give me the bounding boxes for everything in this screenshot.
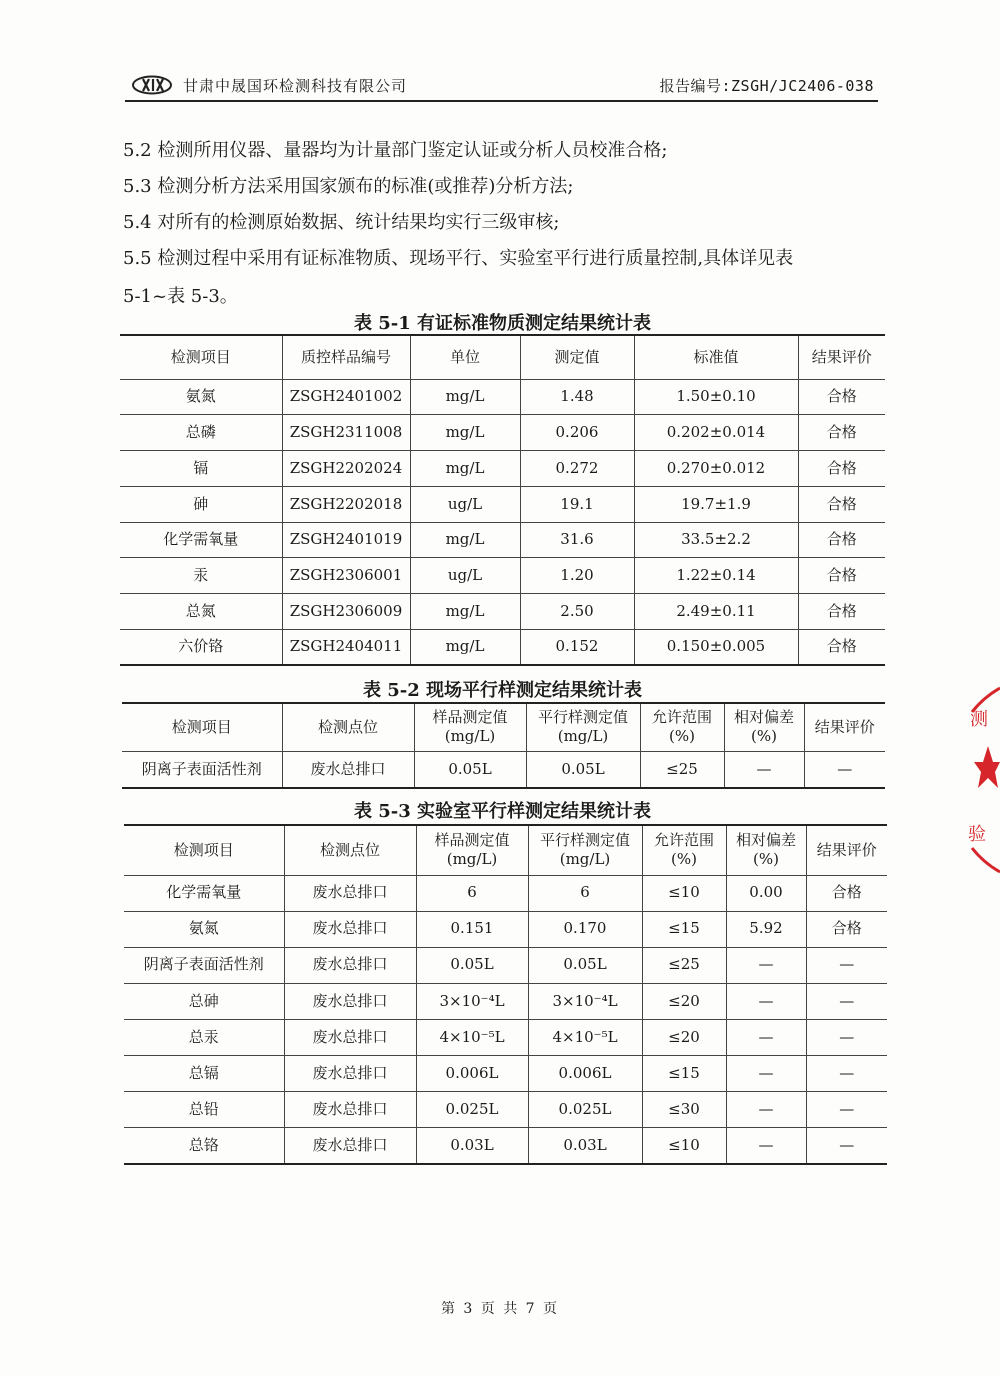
- table-cell: ≤15: [642, 911, 726, 947]
- column-header: 检测项目: [122, 703, 282, 751]
- table-cell: 合格: [798, 486, 885, 522]
- table-cell: 0.272: [520, 451, 634, 487]
- column-header: 检测项目: [124, 825, 284, 875]
- table-cell: 0.270±0.012: [634, 451, 798, 487]
- table-cell: mg/L: [410, 522, 520, 558]
- table-cell: —: [806, 1092, 887, 1128]
- table-cell: ug/L: [410, 558, 520, 594]
- table-cell: 0.170: [528, 911, 642, 947]
- table-row: [124, 1019, 887, 1055]
- table-row: [120, 594, 885, 630]
- column-header: 平行样测定值(mg/L): [526, 703, 640, 751]
- table-cell: 六价铬: [120, 630, 282, 666]
- column-header: 结果评价: [804, 703, 885, 751]
- report-number: 报告编号:ZSGH/JC2406-038: [659, 77, 874, 95]
- table-cell: 19.7±1.9: [634, 486, 798, 522]
- column-header: 相对偏差(%): [726, 825, 806, 875]
- table-cell: —: [726, 983, 806, 1019]
- table-cell: 总磷: [120, 415, 282, 451]
- table-cell: —: [724, 751, 804, 788]
- table-cell: 4×10⁻⁵L: [528, 1019, 642, 1055]
- table-cell: 废水总排口: [284, 1092, 416, 1128]
- table3-caption: 表 5-3 实验室平行样测定结果统计表: [353, 801, 652, 822]
- table-cell: 总铅: [124, 1092, 284, 1128]
- table-cell: 6: [528, 875, 642, 911]
- column-header: 质控样品编号: [282, 335, 410, 379]
- table-cell: 0.206: [520, 415, 634, 451]
- table-cell: 2.49±0.11: [634, 594, 798, 630]
- table-cell: 总铬: [124, 1128, 284, 1164]
- column-header: 允许范围(%): [640, 703, 724, 751]
- field-parallel-table: [122, 702, 885, 789]
- table-cell: 废水总排口: [284, 911, 416, 947]
- table-cell: 总镉: [124, 1055, 284, 1091]
- table-cell: 0.05L: [414, 751, 526, 788]
- table-row: [124, 947, 887, 983]
- table-cell: ≤10: [642, 875, 726, 911]
- table-cell: —: [726, 1055, 806, 1091]
- table-cell: 0.00: [726, 875, 806, 911]
- table-cell: 废水总排口: [284, 983, 416, 1019]
- table-cell: 0.05L: [528, 947, 642, 983]
- table-cell: ZSGH2306009: [282, 594, 410, 630]
- table-row: [120, 486, 885, 522]
- table-cell: —: [806, 1055, 887, 1091]
- table-cell: 总砷: [124, 983, 284, 1019]
- table-cell: 0.025L: [528, 1092, 642, 1128]
- table-cell: ZSGH2202024: [282, 451, 410, 487]
- table-cell: ≤10: [642, 1128, 726, 1164]
- table-cell: 合格: [806, 911, 887, 947]
- table-row: [120, 558, 885, 594]
- column-header: 样品测定值(mg/L): [416, 825, 528, 875]
- column-header: 检测项目: [120, 335, 282, 379]
- table-cell: 阴离子表面活性剂: [124, 947, 284, 983]
- seal-stamp-icon: [958, 680, 1000, 880]
- table-cell: mg/L: [410, 451, 520, 487]
- table-cell: 阴离子表面活性剂: [122, 751, 282, 788]
- table-cell: 1.22±0.14: [634, 558, 798, 594]
- table-cell: 4×10⁻⁵L: [416, 1019, 528, 1055]
- column-header: 允许范围(%): [642, 825, 726, 875]
- table-cell: 合格: [798, 630, 885, 666]
- table-cell: 0.152: [520, 630, 634, 666]
- column-header: 相对偏差(%): [724, 703, 804, 751]
- table-cell: 0.03L: [416, 1128, 528, 1164]
- table-cell: 化学需氧量: [120, 522, 282, 558]
- page-number: 第 3 页 共 7 页: [440, 1301, 560, 1317]
- column-header: 标准值: [634, 335, 798, 379]
- table-cell: ≤25: [640, 751, 724, 788]
- table-cell: 氨氮: [124, 911, 284, 947]
- table-cell: 2.50: [520, 594, 634, 630]
- table-row: [120, 451, 885, 487]
- table-cell: 3×10⁻⁴L: [528, 983, 642, 1019]
- table-header-row: [122, 703, 885, 751]
- table-cell: 0.03L: [528, 1128, 642, 1164]
- table-cell: ZSGH2311008: [282, 415, 410, 451]
- table-cell: 废水总排口: [284, 1055, 416, 1091]
- column-header: 检测点位: [284, 825, 416, 875]
- note-5-2: 5.2 检测所用仪器、量器均为计量部门鉴定认证或分析人员校准合格;: [123, 140, 668, 161]
- table-row: [120, 415, 885, 451]
- table-row: [124, 911, 887, 947]
- page-header: [125, 70, 878, 102]
- table-cell: 0.05L: [416, 947, 528, 983]
- table-cell: 废水总排口: [284, 947, 416, 983]
- table-row: [120, 522, 885, 558]
- table-cell: 0.006L: [528, 1055, 642, 1091]
- table-cell: 3×10⁻⁴L: [416, 983, 528, 1019]
- table-cell: —: [806, 947, 887, 983]
- table-cell: 合格: [798, 594, 885, 630]
- table-cell: —: [726, 1019, 806, 1055]
- table-cell: 33.5±2.2: [634, 522, 798, 558]
- table-cell: ZSGH2202018: [282, 486, 410, 522]
- table-row: [120, 379, 885, 415]
- table-cell: 0.05L: [526, 751, 640, 788]
- table-cell: 合格: [798, 379, 885, 415]
- table-cell: ug/L: [410, 486, 520, 522]
- column-header: 结果评价: [806, 825, 887, 875]
- table-row: [122, 751, 885, 788]
- svg-text:验: 验: [968, 824, 986, 845]
- table-cell: ZSGH2404011: [282, 630, 410, 666]
- column-header: 单位: [410, 335, 520, 379]
- table-cell: —: [804, 751, 885, 788]
- table2-caption: 表 5-2 现场平行样测定结果统计表: [362, 680, 643, 701]
- table-row: [124, 1128, 887, 1164]
- table-cell: 镉: [120, 451, 282, 487]
- table-cell: 合格: [798, 451, 885, 487]
- table-cell: —: [726, 947, 806, 983]
- table-cell: mg/L: [410, 594, 520, 630]
- table-cell: 0.202±0.014: [634, 415, 798, 451]
- table-cell: mg/L: [410, 379, 520, 415]
- table-cell: 0.025L: [416, 1092, 528, 1128]
- company-name: 甘肃中晟国环检测科技有限公司: [183, 77, 408, 95]
- note-5-5-line2: 5-1~表 5-3。: [123, 286, 238, 307]
- note-5-3: 5.3 检测分析方法采用国家颁布的标准(或推荐)分析方法;: [123, 176, 574, 197]
- table-cell: 6: [416, 875, 528, 911]
- table-header-row: [124, 825, 887, 875]
- table-cell: mg/L: [410, 415, 520, 451]
- table-cell: ≤25: [642, 947, 726, 983]
- lab-parallel-table: [124, 824, 887, 1165]
- table-cell: 0.151: [416, 911, 528, 947]
- table-cell: ZSGH2401002: [282, 379, 410, 415]
- table-cell: 31.6: [520, 522, 634, 558]
- table-cell: 0.150±0.005: [634, 630, 798, 666]
- table-cell: —: [806, 1019, 887, 1055]
- note-5-4: 5.4 对所有的检测原始数据、统计结果均实行三级审核;: [123, 212, 560, 233]
- svg-text:测: 测: [970, 709, 988, 730]
- certified-reference-table: [120, 334, 885, 666]
- table-cell: ≤30: [642, 1092, 726, 1128]
- table-cell: 合格: [798, 415, 885, 451]
- table-row: [124, 1092, 887, 1128]
- table-cell: 废水总排口: [284, 1019, 416, 1055]
- table-cell: 废水总排口: [282, 751, 414, 788]
- table-cell: —: [806, 983, 887, 1019]
- table-cell: 废水总排口: [284, 1128, 416, 1164]
- table-row: [124, 1055, 887, 1091]
- table-cell: 0.006L: [416, 1055, 528, 1091]
- table-cell: ≤15: [642, 1055, 726, 1091]
- table-row: [124, 875, 887, 911]
- table-cell: 1.50±0.10: [634, 379, 798, 415]
- table-cell: —: [726, 1128, 806, 1164]
- table-cell: 19.1: [520, 486, 634, 522]
- table-cell: 总氮: [120, 594, 282, 630]
- table-cell: 总汞: [124, 1019, 284, 1055]
- table-cell: 废水总排口: [284, 875, 416, 911]
- table-cell: 砷: [120, 486, 282, 522]
- table-cell: 化学需氧量: [124, 875, 284, 911]
- note-5-5-line1: 5.5 检测过程中采用有证标准物质、现场平行、实验室平行进行质量控制,具体详见表: [123, 248, 794, 269]
- table-row: [120, 630, 885, 666]
- table-cell: ZSGH2401019: [282, 522, 410, 558]
- table-header-row: [120, 335, 885, 379]
- table1-caption: 表 5-1 有证标准物质测定结果统计表: [353, 313, 652, 334]
- table-cell: 合格: [798, 522, 885, 558]
- table-cell: ZSGH2306001: [282, 558, 410, 594]
- table-cell: 5.92: [726, 911, 806, 947]
- table-cell: ≤20: [642, 1019, 726, 1055]
- table-cell: 1.20: [520, 558, 634, 594]
- table-row: [124, 983, 887, 1019]
- table-cell: 氨氮: [120, 379, 282, 415]
- company-logo-icon: [131, 75, 173, 95]
- table-cell: 合格: [806, 875, 887, 911]
- column-header: 测定值: [520, 335, 634, 379]
- column-header: 样品测定值(mg/L): [414, 703, 526, 751]
- column-header: 结果评价: [798, 335, 885, 379]
- table-cell: 合格: [798, 558, 885, 594]
- column-header: 检测点位: [282, 703, 414, 751]
- table-cell: ≤20: [642, 983, 726, 1019]
- table-cell: —: [806, 1128, 887, 1164]
- table-cell: 1.48: [520, 379, 634, 415]
- table-cell: —: [726, 1092, 806, 1128]
- table-cell: 汞: [120, 558, 282, 594]
- table-cell: mg/L: [410, 630, 520, 666]
- column-header: 平行样测定值(mg/L): [528, 825, 642, 875]
